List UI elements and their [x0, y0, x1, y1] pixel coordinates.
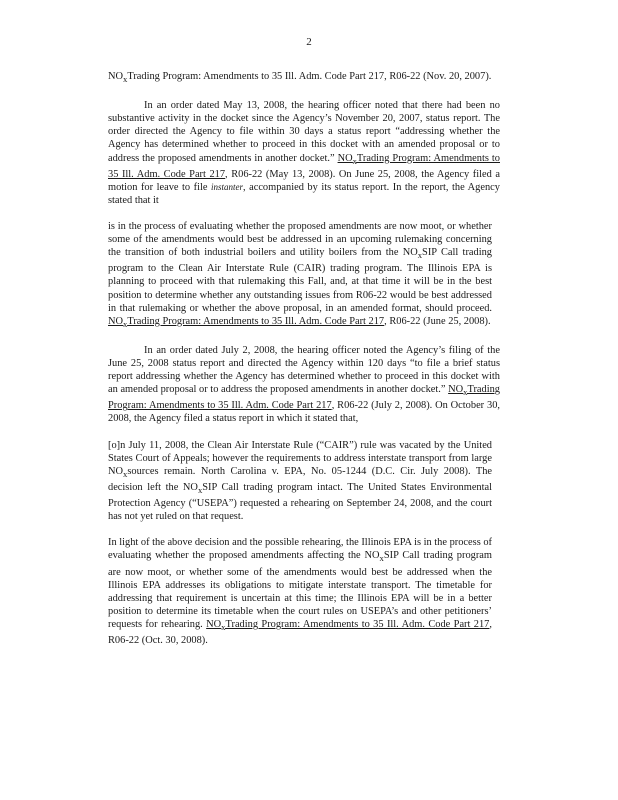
subscript: x — [123, 468, 128, 479]
case-citation: $NO_xTrading$ Program: Amendments to 35 Ill. Adm. Code Part 217 — [206, 618, 490, 632]
text-run: In light of the above decision and the possible rehearing, the Illinois EPA is in the process of evaluating whether the proposed amendments affecting the NO — [108, 537, 492, 562]
text-run: In an order dated July 2, 2008, the hearing officer noted the Agency’s filing of the June 25, 2008 status report and directed the Agency within 120 days “to file a brief status report addressing whether the Agency has determined whether to proceed in this docket with an amended proposal or to address the proposed amendments in another docket.” — [108, 344, 500, 396]
subscript: x — [123, 74, 128, 85]
text-run: sources remain. North Carolina v. EPA, No. 05-1244 (D.C. Cir. July 2008). The decision left the NO — [108, 465, 492, 493]
text-run: SIP Call trading program are now moot, or whether some of the amendments would best be addressed when the Illinois EPA addresses its obligations to mitigate interstate transport. The timetable for addressing that requirement is uncertain at this time; the Illinois EPA will be in a better position to determine its timetable when the court rules on USEPA’s and other petitioners’ requests for rehearing. — [108, 550, 493, 630]
text-run: NO — [108, 71, 124, 82]
paragraph-continuation — [108, 70, 500, 86]
case-citation: $NO_xTrading$ Program: Amendments to 35 Ill. Adm. Code Part 217 — [108, 384, 500, 412]
italic-term: instanter — [210, 181, 243, 192]
text-run: , R06-22 (Oct. 30, 2008). — [108, 618, 492, 647]
paragraph-july-order — [108, 344, 500, 426]
block-quote-cair — [108, 439, 492, 524]
text-run: In an order dated May 13, 2008, the hearing officer noted that there had been no substantive activity in the docket since the Agency’s November 20, 2007, status report. The order directed the Agency to file within 30 days a status report “addressing whether the Agency has determined whether to proceed in this docket with an amended proposal or to address the proposed amendments in another docket.” — [108, 100, 500, 164]
text-run: , R06-22 (June 25, 2008). — [384, 315, 491, 327]
text-run: is in the process of evaluating whether the proposed amendments are now moot, or whether some of the amendments would best be addressed in an upcoming rulemaking concerning the transition of both industrial boilers and utility boilers from the NO — [108, 221, 492, 259]
text-run: Trading Program: Amendments to 35 Ill. Adm. Code Part 217, R06-22 (Nov. 20, 2007). — [127, 71, 492, 82]
block-quote-june — [108, 220, 492, 331]
paragraph-may-order — [108, 99, 500, 207]
block-quote-rehearing — [108, 536, 492, 647]
text-run: , R06-22 (July 2, 2008). On October 30, 2008, the Agency filed a status report in which it stated that, — [108, 400, 500, 425]
document-body — [108, 70, 500, 647]
text-run: SIP Call trading program intact. The United States Environmental Protection Agency (“USEPA”) requested a rehearing on September 24, 2008, and the court has not yet ruled on that request. — [108, 481, 493, 523]
page-number: 2 — [306, 36, 312, 48]
text-run: SIP Call trading program to the Clean Air Interstate Rule (CAIR) trading program. The Illinois EPA is planning to proceed with that rulemaking this Fall, and, at that time it will be in the best position to determine whether any outstanding issues from R06-22 would be best addressed in that rulemaking or whether the above proposal, in an amended format, should proceed. — [108, 247, 492, 314]
text-run: [o]n July 11, 2008, the Clean Air Interstate Rule (“CAIR”) rule was vacated by the United States Court of Appeals; however the requirements to address interstate transport from large NO — [108, 439, 492, 477]
case-citation: $NO_xTrading$ Program: Amendments to 35 Ill. Adm. Code Part 217 — [108, 315, 385, 329]
text-run: , R06-22 (May 13, 2008). On June 25, 2008, the Agency filed a motion for leave to file — [108, 168, 500, 193]
subscript: x — [417, 250, 423, 261]
subscript: x — [379, 553, 384, 564]
subscript: x — [197, 484, 203, 495]
text-run: , accompanied by its status report. In the report, the Agency stated that it — [108, 181, 500, 206]
case-citation: $NO_xTrading$ Program: Amendments to 35 Ill. Adm. Code Part 217 — [108, 152, 500, 180]
